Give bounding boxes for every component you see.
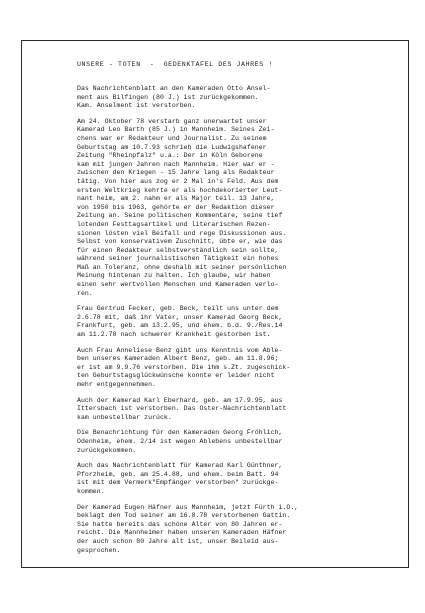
paragraph — [77, 397, 399, 423]
text-line: mehr entgegennehmen. — [77, 381, 157, 388]
text-line: Zeitung "Rheinpfalz" u.a.: Der in Köln Geborene — [77, 152, 263, 160]
text-line: Der Kamerad Eugen Häfner aus Mannheim, jetzt Fürth i.O., — [77, 503, 299, 511]
paragraph — [77, 118, 399, 298]
text-line: Frankfurt, geb. am 13.2.95, und ehem. b.d. 9./Res.14 — [77, 322, 283, 330]
text-line: er ist am 9.9.76 verstorben. Die ihm s.Zt. zugeschick- — [77, 363, 291, 371]
text-line: am 11.2.78 nach schwerer Krankheit gestorben ist. — [77, 331, 271, 339]
text-line: zurückgekommen. — [77, 446, 137, 454]
text-line: Sie hatte bereits das schöne Alter von 80 Jahren er- — [77, 520, 283, 528]
text-line: zwischen den Kriegen - 15 Jahre lang als Redakteur — [77, 169, 275, 177]
text-line: gesprochen. — [77, 546, 121, 554]
text-line: Ittersbach ist verstorben. Das Oster-Nachrichtenblatt — [77, 405, 287, 413]
paragraph — [77, 347, 399, 390]
text-line: Frau Gertrud Fecker, geb. Beck, teilt uns unter dem — [77, 305, 279, 313]
text-line: Auch das Nachrichtenblatt für Kamerad Karl Günthner, — [77, 462, 283, 470]
text-line: ist mit dem Vermerk"Empfänger verstorben" zurückge- — [77, 479, 279, 487]
paragraph — [77, 504, 399, 556]
text-line: Auch der Kamerad Karl Eberhard, geb. am 17.9.95, aus — [77, 396, 283, 404]
text-line: Geburtstag am 10.7.93 schrieb die Ludwigshafener — [77, 143, 267, 151]
text-line: der auch schon 80 Jahre alt ist, unser Beileid aus- — [77, 537, 279, 545]
text-line: Zeitung an. Seine politischen Kommentare, seine tief — [77, 212, 283, 220]
text-line: ben unseres Kameraden Albert Benz, geb. am 11.8.96; — [77, 355, 279, 363]
text-line: beklagt den Tod seiner am 16.8.78 verstorbenen Gattin. — [77, 512, 291, 520]
text-line: ten Geburtstagsglückwünsche konnte er leider nicht — [77, 372, 275, 380]
text-line: von 1950 bis 1963, gehörte er der Redaktion dieser — [77, 203, 275, 211]
page-title: UNSERE - TOTEN - GEDENKTAFEL DES JAHRES ! — [77, 61, 273, 68]
paragraph — [77, 85, 399, 111]
paragraph — [77, 429, 399, 455]
text-line: einen sehr wertvollen Menschen und Kameraden verlo- — [77, 281, 279, 289]
text-line: für einen Redakteur selbstverständlich sein sollte, — [77, 246, 279, 254]
text-line: Selbst von konservativem Zuschnitt, übte er, wie das — [77, 238, 283, 246]
text-line: Auch Frau Anneliese Benz gibt uns Kenntnis vom Able- — [77, 346, 283, 354]
text-line: ment aus Bilfingen (80 J.) ist zurückgekommen. — [77, 93, 259, 101]
text-line: ren. — [77, 289, 93, 297]
text-line: kommen. — [77, 487, 105, 495]
text-line: nant heim, am 2. nahm er als Major teil. 13 Jahre, — [77, 195, 275, 203]
text-line: während seiner journalistischen Tätigkeit ein hohes — [77, 255, 279, 263]
paragraph — [77, 305, 399, 339]
text-line: sionen lösten viel Beifall und rege Diskussionen aus. — [77, 229, 287, 237]
text-line: ersten Weltkrieg kehrte er als hochdekorierter Leut- — [77, 186, 283, 194]
text-line: Odenheim, ehem. 2/14 ist wegen Ablebens unbestellbar — [77, 437, 283, 445]
text-line: Am 24. Oktober 78 verstarb ganz unerwartet unser — [77, 117, 267, 125]
text-line: chens war er Redakteur und Journalist. Zu seinem — [77, 134, 267, 142]
text-line: reicht. Die Mannheimer haben unseren Kameraden Häfner — [77, 529, 287, 537]
paragraph — [77, 462, 399, 496]
text-line: Das Nachrichtenblatt an den Kameraden Otto Ansel- — [77, 85, 271, 92]
text-line: Maß an Toleranz, ohne deshalb mit seiner persönlichen — [77, 263, 287, 271]
text-line: Pforzheim, geb. am 25.4.88, und ehem. beim Batt. 94 — [77, 470, 279, 478]
text-line: 2.6.78 mit, daß ihr Vater, unser Kamerad Georg Beck, — [77, 313, 283, 321]
text-line: Meinung hintenan zu halten. Ich glaube, wir haben — [77, 272, 271, 280]
text-line: tätig. Von hier aus zog er 2 Mal in's Feld. Aus dem — [77, 177, 279, 185]
document-body — [77, 60, 399, 562]
text-line: Die Benachrichtung für den Kameraden Georg Fröhlich, — [77, 429, 283, 437]
text-line: kam mit jungen Jahren nach Mannheim. Hier war er - — [77, 160, 275, 168]
paragraph-list — [77, 85, 399, 555]
text-line: Kamerad Leo Barth (85 J.) in Mannheim. Seines Zei- — [77, 126, 275, 134]
text-line: lotenden Festtagsartikel und literarischen Rezen- — [77, 220, 271, 228]
text-line: kam unbestellbar zurück. — [77, 413, 172, 421]
text-line: Kam. Anselment ist verstorben. — [77, 102, 196, 110]
